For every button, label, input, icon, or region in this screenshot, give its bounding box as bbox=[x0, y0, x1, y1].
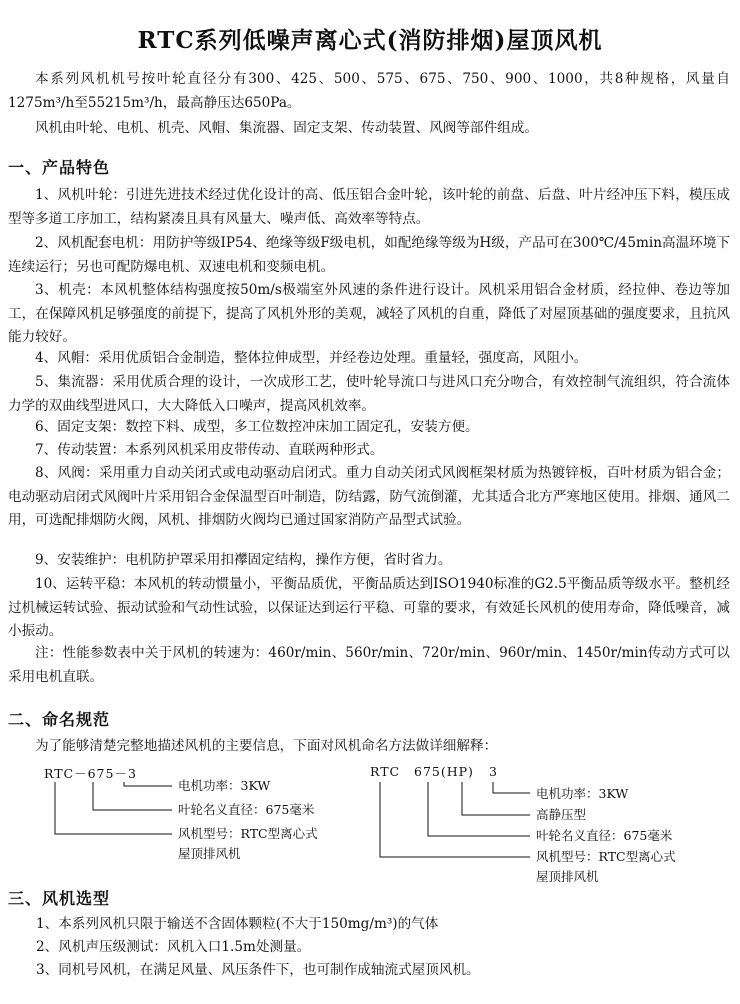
feature-item-8: 8、风阀：采用重力自动关闭式或电动驱动启闭式。重力自动关闭式风阀框架材质为热镀锌板，百叶材质为铝合金；电动驱动启闭式风阀叶片采用铝合金保温型百叶制造，防结露，防气流倒灌，尤其适合北方严寒地区使用。排烟、通风二用，可选配排烟防火阀，风机、排烟防火阀均已通过国家消防产品型式试验。 bbox=[8, 465, 730, 528]
diagram-2-connector-diameter bbox=[428, 782, 530, 836]
diagram-1-connector-power bbox=[124, 782, 172, 786]
diagram-1-label-power: 电机功率：3KW bbox=[178, 778, 271, 793]
feature-item-5: 5、集流器：采用优质合理的设计，一次成形工艺，使叶轮导流口与进风口充分吻合，有效控制气流组织，符合流体力学的双曲线型进风口，大大降低入口噪声，提高风机效率。 bbox=[8, 374, 730, 414]
diagram-2-label-model: 风机型号：RTC型离心式 bbox=[536, 849, 676, 864]
feature-item-6: 6、固定支架：数控下料、成型，多工位数控冲床加工固定孔，安装方便。 bbox=[35, 419, 479, 435]
naming-intro: 为了能够清楚完整地描述风机的主要信息，下面对风机命名方法做详细解释： bbox=[35, 738, 498, 754]
diagram-2-code-power: 3 bbox=[489, 764, 498, 779]
selection-item-1: 1、本系列风机只限于输送不含固体颗粒(不大于150mg/m³)的气体 bbox=[36, 916, 439, 932]
diagram-2-code-series: RTC bbox=[370, 764, 401, 779]
feature-item-3: 3、机壳：本风机整体结构强度按50m/s极端室外风速的条件进行设计。风机采用铝合金材质，经拉伸、卷边等加工，在保障风机足够强度的前提下，提高了风机外形的美观，减轻了风机的自重，降低了对屋顶基础的强度要求，且抗风能力较好。 bbox=[8, 282, 730, 345]
diagram-2-label-type: 屋顶排风机 bbox=[536, 869, 599, 884]
diagram-1-label-type: 屋顶排风机 bbox=[178, 846, 241, 861]
diagram-1-connector-model bbox=[55, 782, 172, 834]
selection-item-2: 2、风机声压级测试：风机入口1.5m处测量。 bbox=[36, 939, 311, 955]
document-title: RTC系列低噪声离心式(消防排烟)屋顶风机 bbox=[137, 27, 603, 54]
diagram-2-connector-power bbox=[493, 782, 530, 793]
feature-item-7: 7、传动装置：本系列风机采用皮带传动、直联两种形式。 bbox=[35, 442, 384, 458]
feature-item-2: 2、风机配套电机：用防护等级IP54、绝缘等级F级电机，如配绝缘等级为H级，产品可在300℃/45min高温环境下连续运行；另也可配防爆电机、双速电机和变频电机。 bbox=[8, 235, 730, 275]
section-2-heading: 二、命名规范 bbox=[8, 710, 111, 729]
diagram-2-label-diameter: 叶轮名义直径：675毫米 bbox=[536, 828, 673, 843]
section-3-heading: 三、风机选型 bbox=[8, 889, 111, 908]
feature-item-4: 4、风帽：采用优质铝合金制造，整体拉伸成型，并经卷边处理。重量轻，强度高，风阻小。 bbox=[35, 350, 588, 366]
diagram-1-code: RTC－675－3 bbox=[44, 766, 137, 781]
feature-item-10: 10、运转平稳：本风机的转动惯量小，平衡品质优，平衡品质达到ISO1940标准的G2.5平衡品质等级水平。整机经过机械运转试验、振动试验和气动性试验，以保证达到运行平稳、可靠的要求，有效延长风机的使用寿命，降低噪音，减小振动。 bbox=[8, 576, 730, 639]
section-1-heading: 一、产品特色 bbox=[8, 158, 111, 177]
intro-paragraph-2: 风机由叶轮、电机、机壳、风帽、集流器、固定支架、传动装置、风阀等部件组成。 bbox=[35, 120, 538, 136]
feature-item-9: 9、安装维护：电机防护罩采用扣襻固定结构，操作方便，省时省力。 bbox=[35, 552, 452, 568]
diagram-1-label-model: 风机型号：RTC型离心式 bbox=[178, 826, 318, 841]
diagram-1-label-diameter: 叶轮名义直径：675毫米 bbox=[178, 802, 315, 817]
selection-item-3: 3、同机号风机，在满足风量、风压条件下，也可制作成轴流式屋顶风机。 bbox=[36, 962, 480, 978]
feature-item-1: 1、风机叶轮：引进先进技术经过优化设计的高、低压铝合金叶轮，该叶轮的前盘、后盘、叶片经冲压下料，模压成型等多道工序加工，结构紧凑且具有风量大、噪声低、高效率等特点。 bbox=[8, 187, 730, 227]
diagram-2-code-size: 675(HP) bbox=[414, 764, 474, 779]
diagram-2-connector-high-pressure bbox=[462, 782, 530, 815]
diagram-2-label-high-pressure: 高静压型 bbox=[536, 807, 587, 822]
note-paragraph: 注：性能参数表中关于风机的转速为：460r/min、560r/min、720r/min、960r/min、1450r/min传动方式可以采用电机直联。 bbox=[8, 645, 730, 685]
intro-paragraph-1: 本系列风机机号按叶轮直径分有300、425、500、575、675、750、900、1000，共8种规格，风量自1275m³/h至55215m³/h，最高静压达650Pa。 bbox=[8, 71, 730, 111]
diagram-2-label-power: 电机功率：3KW bbox=[536, 786, 629, 801]
